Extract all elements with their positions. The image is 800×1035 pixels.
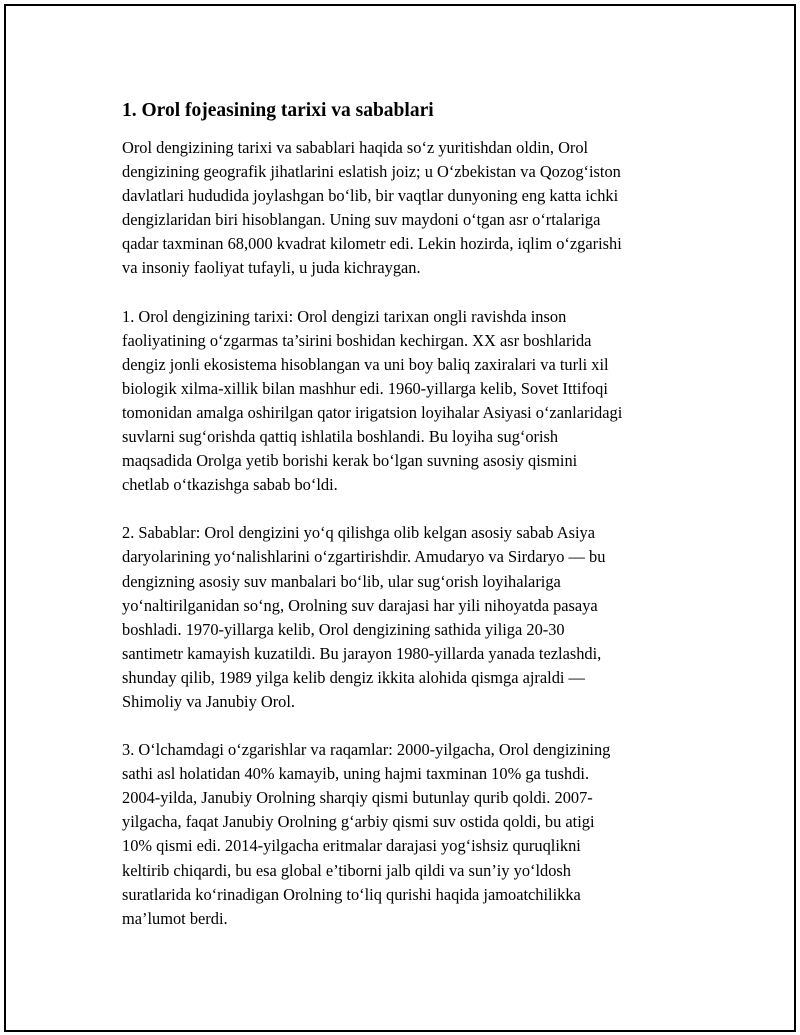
- text-line: qadar taxminan 68,000 kvadrat kilometr edi. Lekin hozirda, iqlim o‘zgarishi: [122, 234, 622, 254]
- text-line: 1. Orol dengizining tarixi: Orol dengizi tarixan ongli ravishda inson: [122, 306, 567, 326]
- text-line: 10% qismi edi. 2014-yilgacha eritmalar darajasi yog‘ishsiz quruqlikni: [122, 836, 581, 856]
- text-line: 2004-yilda, Janubiy Orolning sharqiy qismi butunlay qurib qoldi. 2007-: [122, 788, 593, 808]
- text-line: santimetr kamayish kuzatildi. Bu jarayon 1980-yillarda yanada tezlashdi,: [122, 643, 602, 663]
- text-line: dengizning asosiy suv manbalari bo‘lib, ular sug‘orish loyihalariga: [122, 571, 561, 591]
- text-line: yilgacha, faqat Janubiy Orolning g‘arbiy qismi suv ostida qoldi, bu atigi: [122, 812, 595, 832]
- text-line: Shimoliy va Janubiy Orol.: [122, 691, 296, 711]
- paragraph-list: [122, 136, 692, 931]
- text-line: boshladi. 1970-yillarga kelib, Orol dengizining sathida yiliga 20-30: [122, 619, 565, 639]
- text-line: dengiz jonli ekosistema hisoblangan va uni boy baliq zaxiralari va turli xil: [122, 354, 609, 374]
- page-frame: [4, 4, 796, 1032]
- text-line: chetlab o‘tkazishga sabab bo‘ldi.: [122, 475, 338, 495]
- paragraph: [122, 305, 692, 498]
- paragraph: [122, 521, 692, 714]
- text-line: daryolarining yo‘nalishlarini o‘zgartirishdir. Amudaryo va Sirdaryo — bu: [122, 547, 606, 567]
- text-line: 2. Sabablar: Orol dengizini yo‘q qilishga olib kelgan asosiy sabab Asiya: [122, 523, 595, 543]
- text-line: Orol dengizining tarixi va sabablari haqida so‘z yuritishdan oldin, Orol: [122, 138, 589, 157]
- paragraph: [122, 738, 692, 931]
- text-line: dengizining geografik jihatlarini eslatish joiz; u O‘zbekistan va Qozog‘iston: [122, 162, 621, 182]
- text-line: keltirib chiqardi, bu esa global e’tiborni jalb qildi va sun’iy yo‘ldosh: [122, 860, 571, 880]
- text-line: faoliyatining o‘zgarmas ta’sirini boshidan kechirgan. XX asr boshlarida: [122, 330, 592, 350]
- text-line: suratlarida ko‘rinadigan Orolning to‘liq qurishi haqida jamoatchilikka: [122, 884, 581, 904]
- text-line: ma’lumot berdi.: [122, 908, 228, 928]
- document-body: [122, 98, 692, 955]
- text-line: biologik xilma-xillik bilan mashhur edi. 1960-yillarga kelib, Sovet Ittifoqi: [122, 378, 608, 398]
- text-line: 3. O‘lchamdagi o‘zgarishlar va raqamlar: 2000-yilgacha, Orol dengizining: [122, 740, 611, 760]
- text-line: dengizlaridan biri hisoblangan. Uning suv maydoni o‘tgan asr o‘rtalariga: [122, 210, 601, 230]
- text-line: davlatlari hududida joylashgan bo‘lib, bir vaqtlar dunyoning eng katta ichki: [122, 186, 619, 206]
- text-line: yo‘naltirilganidan so‘ng, Orolning suv darajasi har yili nihoyatda pasaya: [122, 595, 598, 615]
- section-heading: 1. Orol fojeasining tarixi va sabablari: [122, 100, 434, 121]
- text-line: tomonidan amalga oshirilgan qator irigatsion loyihalar Asiyasi o‘zanlaridagi: [122, 402, 623, 422]
- text-line: suvlarni sug‘orishda qattiq ishlatila boshlandi. Bu loyiha sug‘orish: [122, 427, 559, 447]
- text-line: shunday qilib, 1989 yilga kelib dengiz ikkita alohida qismga ajraldi —: [122, 667, 585, 687]
- text-line: maqsadida Orolga yetib borishi kerak bo‘lgan suvning asosiy qismini: [122, 451, 578, 471]
- paragraph: [122, 136, 692, 281]
- text-line: va insoniy faoliyat tufayli, u juda kichraygan.: [122, 258, 421, 278]
- text-line: sathi asl holatidan 40% kamayib, uning hajmi taxminan 10% ga tushdi.: [122, 764, 590, 784]
